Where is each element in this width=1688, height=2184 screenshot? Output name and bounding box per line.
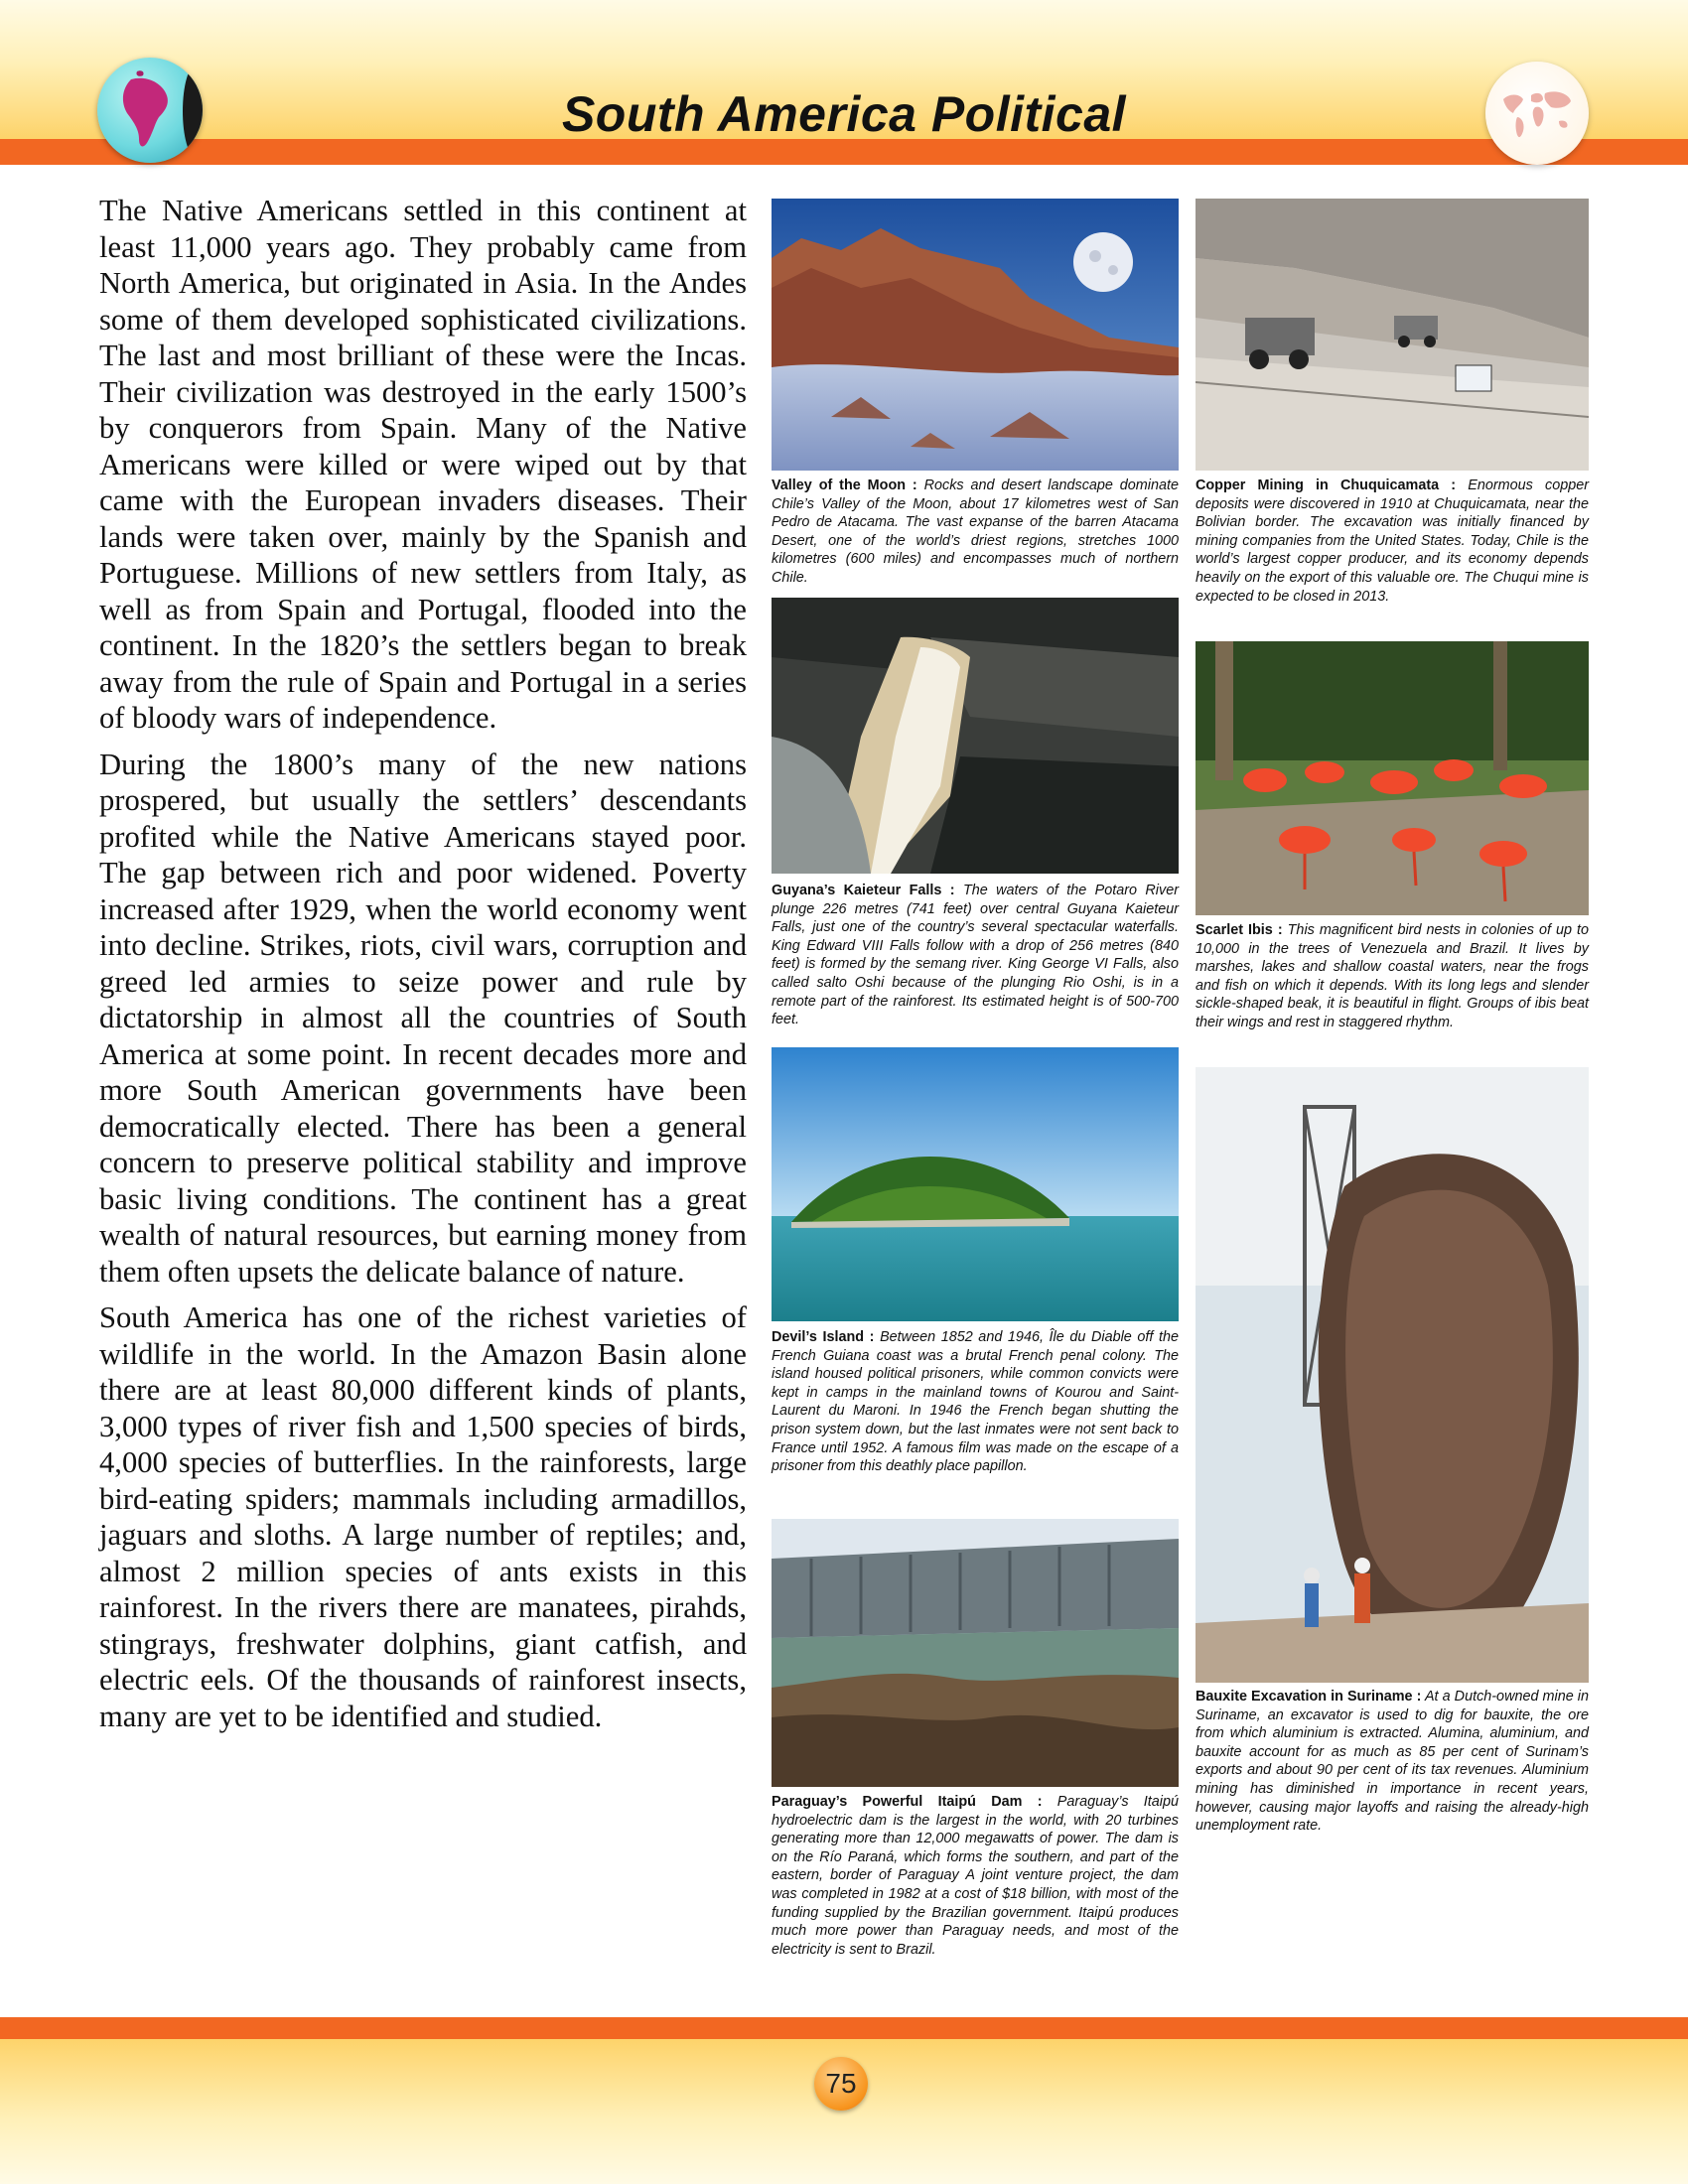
caption-devils-island: Devil’s Island : Between 1852 and 1946, Île du Diable off the French Guiana coast was a brutal French penal colony. The island housed political prisoners, while common convicts were kept in camps in the mainland towns of Kourou and Saint-Laurent du Maroni. In 1946 the French began shutting the prison system down, but the last inmates were not sent back to France until 1952. A famous film was made on the escape of a prisoner from this deathly place papillon. — [772, 1329, 1179, 1475]
caption-bauxite-excavation: Bauxite Excavation in Suriname : At a Dutch-owned mine in Suriname, an excavator is used to dig for bauxite, the ore from which aluminium is extracted. Alumina, aluminium, and bauxite account for as much as 85 per cent of Surinam’s exports and about 90 per cent of its tax revenues. Aluminium mining has diminished in importance in recent years, however, causing major layoffs and raising the already-high unemployment rate. — [1196, 1689, 1589, 1835]
caption-itaipu-dam: Paraguay’s Powerful Itaipú Dam : Paraguay’s Itaipú hydroelectric dam is the largest in the world, with 20 turbines generating more than 12,000 megawatts of power. The dam is on the Río Paraná, which forms the southern, and part of the eastern, border of Paraguay A joint venture project, the dam was completed in 1982 at a cost of $18 billion, with most of the funding supplied by the Brazilian government. Itaipú produces much more power than Paraguay needs, and most of the electricity is sent to Brazil. — [772, 1794, 1179, 1958]
page-number: 75 — [814, 2057, 868, 2111]
devils-island-photo — [772, 1047, 1179, 1321]
copper-mining-photo — [1196, 199, 1589, 471]
scarlet-ibis-photo — [1196, 641, 1589, 915]
bauxite-excavation-photo — [1196, 1067, 1589, 1683]
main-text-column — [99, 193, 747, 1744]
caption-valley-of-the-moon: Valley of the Moon : Rocks and desert landscape dominate Chile’s Valley of the Moon, about 17 kilometres west of San Pedro de Atacama. The vast expanse of the barren Atacama Desert, one of the world’s driest regions, stretches 1000 kilometres (600 miles) and encompasses much of northern Chile. — [772, 478, 1179, 586]
kaieteur-falls-photo — [772, 598, 1179, 874]
paragraph-wildlife: South America has one of the richest varieties of wildlife in the world. In the Amazon Basin alone there are at least 80,000 different kinds of plants, 3,000 types of river fish and 1,500 species of birds, 4,000 species of butterflies. In the rainforests, large bird-eating spiders; mammals including armadillos, jaguars and sloths. A large number of reptiles; and, almost 2 million species of ants exists in this rainforest. In the rivers there are manatees, pirahds, stingrays, freshwater dolphins, giant catfish, and electric eels. Of the thousands of rainforest insects, many are yet to be identified and studied. — [99, 1300, 747, 1733]
valley-of-the-moon-photo — [772, 199, 1179, 471]
paragraph-1800s: During the 1800’s many of the new nations prospered, but usually the settlers’ descendants profited while the Native Americans stayed poor. The gap between rich and poor widened. Poverty increased after 1929, when the world economy went into decline. Strikes, riots, civil wars, corruption and greed led armies to seize power and rule by dictatorship in almost all the countries of South America at some point. In recent decades more and more South American governments have been democratically elected. There has been a general concern to preserve political stability and improve basic living conditions. The continent has a great wealth of natural resources, but earning money from them often upsets the delicate balance of nature. — [99, 747, 747, 1289]
paragraph-native-americans: The Native Americans settled in this continent at least 11,000 years ago. They probably came from North America, but originated in Asia. In the Andes some of them developed sophisticated civilizations. The last and most brilliant of these were the Incas. Their civilization was destroyed in the early 1500’s by conquerors from Spain. Many of the Native Americans were killed or were wiped out by that came with the European invaders diseases. Their lands were taken over, mainly by the Spanish and Portuguese. Millions of new settlers from Italy, as well as from Spain and Portugal, flooded into the continent. In the 1820’s the settlers began to break away from the rule of Spain and Portugal in a series of bloody wars of independence. — [99, 194, 747, 735]
world-map-icon — [1485, 62, 1589, 165]
page-title: South America Political — [561, 86, 1127, 142]
footer-stripe — [0, 2017, 1688, 2039]
south-america-globe-icon — [97, 58, 203, 163]
caption-kaieteur-falls: Guyana’s Kaieteur Falls : The waters of the Potaro River plunge 226 metres (741 feet) over central Guyana Kaieteur Falls, just one of the country’s several spectacular waterfalls. King Edward VIII Falls follow with a drop of 256 metres (840 feet) is formed by the semang river. King George VI Falls, also called salto Oshi because of the plunging Rio Oshi, is in a remote part of the rainforest. Its estimated height is of 500-700 feet. — [772, 883, 1179, 1028]
itaipu-dam-photo — [772, 1519, 1179, 1787]
caption-copper-mining: Copper Mining in Chuquicamata : Enormous copper deposits were discovered in 1910 at Chuquicamata, near the Bolivian border. The excavation was initially financed by mining companies from the United States. Today, Chile is the world’s largest copper producer, and its economy depends heavily on the export of this valuable ore. The Chuqui mine is expected to be closed in 2013. — [1196, 478, 1589, 605]
caption-scarlet-ibis: Scarlet Ibis : This magnificent bird nests in colonies of up to 10,000 in the trees of Venezuela and Brazil. It lives by marshes, lakes and shallow coastal waters, near the frogs and fish on which it depends. With its long legs and slender sickle-shaped beak, it is beautiful in flight. Groups of ibis beat their wings and rest in staggered rhythm. — [1196, 922, 1589, 1030]
